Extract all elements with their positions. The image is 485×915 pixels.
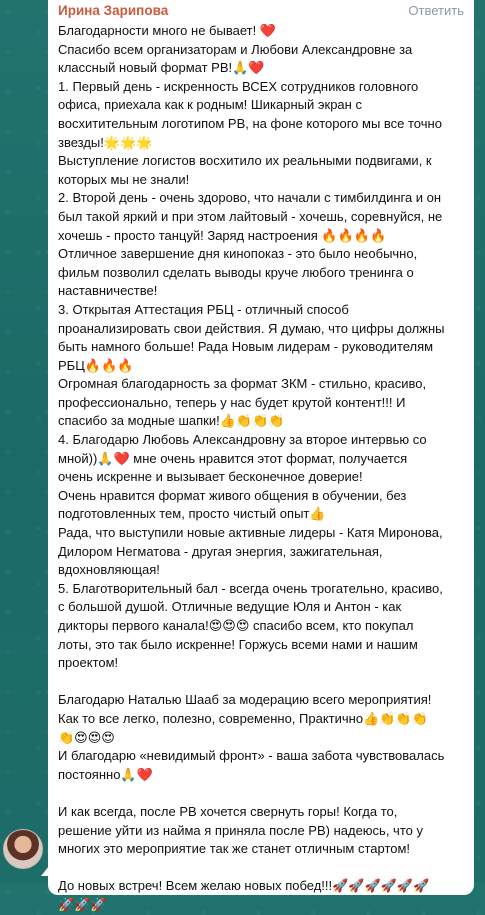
message-line: Очень нравится формат живого общения в обучении, без (58, 487, 407, 503)
message-line (58, 673, 464, 692)
reply-button[interactable]: Ответить (408, 3, 464, 18)
message-line: с большой душой. Отличные ведущие Юля и Антон - как (58, 599, 402, 615)
message-line: 4. Благодарю Любовь Александровну за второе интервью со (58, 432, 427, 448)
message-line: спасибо за модные шапки!👍👏👏👏 (58, 413, 285, 429)
message-line: был такой яркий и при этом лайтовый - хочешь, соревнуйся, не (58, 208, 443, 224)
message-line: Спасибо всем организаторам и Любови Александровне за (58, 41, 413, 57)
message-line: проектом! (58, 655, 119, 671)
message-line: очень искренне и вызывает бесконечное доверие! (58, 469, 363, 485)
message-line: подготовленных тем, просто чистый опыт👍 (58, 506, 326, 522)
message-line: 3. Открытая Аттестация РБЦ - отличный способ (58, 301, 349, 317)
sender-name[interactable]: Ирина Зарипова (58, 3, 169, 18)
message-bubble (48, 0, 474, 912)
message-line: Отличное завершение дня кинопоказ - это было необычно, (58, 246, 418, 262)
message-line: вдохновляющая! (58, 562, 160, 578)
message-line: До новых встреч! Всем желаю новых побед!!!🚀🚀🚀🚀🚀🚀 (58, 878, 430, 894)
message-line: постоянно🙏❤️ (58, 766, 153, 782)
message-line (58, 784, 464, 803)
message-line: лоты, это так было искренне! Горжусь всеми нами и нашим (58, 636, 418, 652)
message-line: классный новый формат РВ!🙏❤️ (58, 60, 265, 76)
message-line: которых мы не знали! (58, 171, 190, 187)
message-line: профессионально, теперь у нас будет крутой контент!!! И (58, 394, 406, 410)
message-line: РБЦ🔥🔥🔥 (58, 357, 134, 373)
message-text (58, 22, 464, 915)
message-line: фильм позволил сделать выводы круче любого тренинга о (58, 264, 414, 280)
message-line: Благодарю Наталью Шааб за модерацию всего мероприятия! (58, 692, 432, 708)
sender-avatar[interactable] (3, 829, 43, 869)
message-line: 🚀🚀🚀 (58, 896, 107, 912)
message-line: Рада, что выступили новые активные лидеры - Катя Миронова, (58, 525, 443, 541)
message-line: 👏😍😍😍 (58, 729, 115, 745)
message-line: офиса, приехала как к родным! Шикарный экран с (58, 97, 362, 113)
message-line: наставничестве! (58, 283, 158, 299)
message-line: Выступление логистов восхитило их реальными подвигами, к (58, 153, 432, 169)
message-line: решение уйти из найма я приняла после РВ) надеюсь, что у (58, 822, 423, 838)
message-line: И как всегда, после РВ хочется свернуть горы! Когда то, (58, 803, 398, 819)
message-line: дикторы первого канала!😍😍😍 спасибо всем, кто покупал (58, 618, 414, 633)
message-line (58, 859, 464, 878)
message-line: Дилором Негматова - другая энергия, зажигательная, (58, 543, 383, 559)
message-line: 2. Второй день - очень здорово, что начали с тимбилдинга и он (58, 190, 442, 206)
message-header (58, 3, 464, 22)
message-line: звезды!🌟🌟🌟 (58, 134, 153, 150)
message-line: мной))🙏❤️ мне очень нравится этот формат, получается (58, 450, 408, 466)
message-line: многих это мероприятие так же станет отличным стартом! (58, 841, 411, 857)
message-line: 5. Благотворительный бал - всегда очень трогательно, красиво, (58, 580, 443, 596)
message-line: Огромная благодарность за формат ЗКМ - стильно, красиво, (58, 376, 427, 392)
message-line: 1. Первый день - искренность ВСЕХ сотрудников головного (58, 78, 419, 94)
message-line: И благодарю «невидимый фронт» - ваша забота чувствовалась (58, 748, 445, 764)
message-line: хочешь - просто танцуй! Заряд настроения 🔥🔥🔥🔥 (58, 227, 387, 243)
message-line: быть намного больше! Рада Новым лидерам - руководителям (58, 339, 434, 355)
message-line: восхитительным логотипом РВ, на фоне которого мы все точно (58, 115, 442, 131)
message-line: проанализировать свои действия. Я думаю, что цифры должны (58, 320, 445, 336)
message-line: Как то все легко, полезно, современно, Практично👍👏👏👏 (58, 710, 428, 726)
message-line: Благодарности много не бывает! ❤️ (58, 23, 276, 38)
